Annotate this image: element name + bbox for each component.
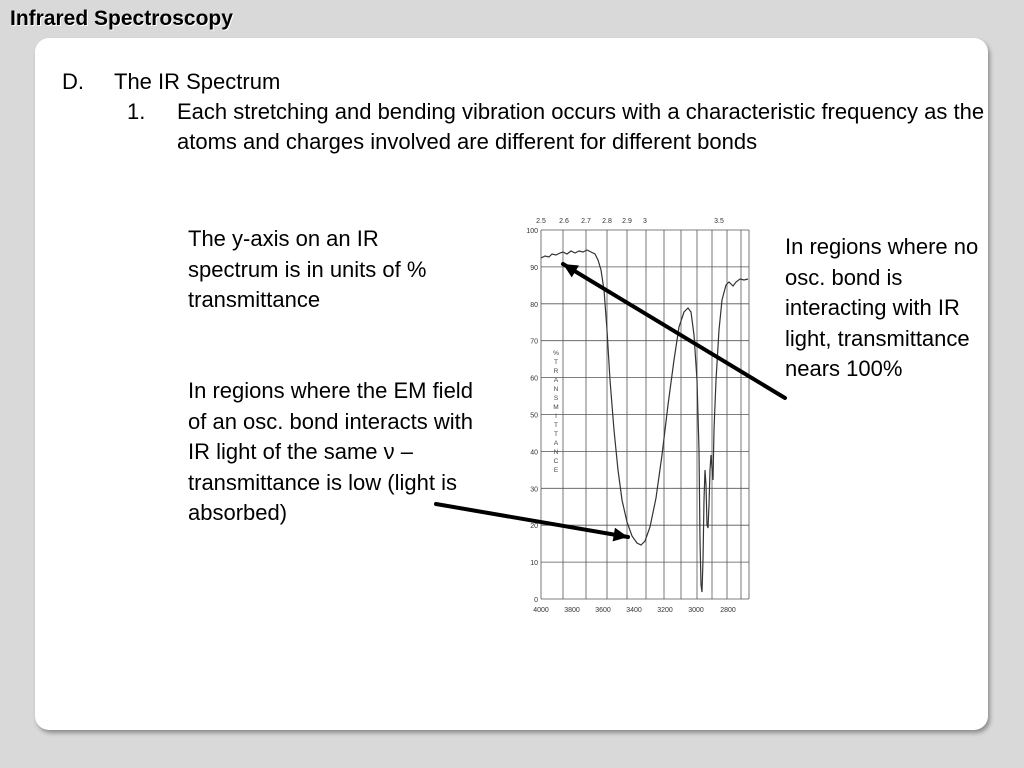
x-tick-label: 3800 <box>564 607 580 614</box>
top-tick-label: 3.5 <box>714 218 724 225</box>
annotation-transmit: In regions where no osc. bond is interacting with IR light, transmittance nears 100% <box>785 234 979 381</box>
top-tick-label: 3 <box>643 218 647 225</box>
y-tick-label: 80 <box>530 301 538 309</box>
heading-number: D. <box>62 69 84 94</box>
y-tick-label: 0 <box>534 597 538 604</box>
heading-text: The IR Spectrum <box>114 69 281 94</box>
y-tick-label: 20 <box>530 523 538 531</box>
y-tick-label: 100 <box>526 228 538 235</box>
top-tick-label: 2.8 <box>602 218 612 225</box>
top-tick-label: 2.9 <box>622 218 632 225</box>
annotation-arrows <box>436 264 785 541</box>
x-tick-label: 3200 <box>657 607 673 614</box>
point-text: Each stretching and bending vibration occurs with a characteristic frequency as the atoms and charges involved are different for different bonds <box>177 99 985 154</box>
arrow-to-absorption-peak-head <box>613 528 628 542</box>
spectrum-x-ticks <box>533 607 736 614</box>
y-tick-label: 90 <box>530 264 538 272</box>
slide-title: Infrared Spectroscopy <box>10 7 233 30</box>
spectrum-y-ticks <box>526 228 538 604</box>
x-tick-label: 3400 <box>626 607 642 614</box>
top-tick-label: 2.5 <box>536 218 546 225</box>
y-axis-label-text: % T R A N S M I T T A N C E <box>553 350 559 474</box>
spectrum-top-ticks <box>536 218 724 225</box>
y-tick-label: 10 <box>530 560 538 568</box>
top-tick-label: 2.6 <box>559 218 569 225</box>
spectrum-grid <box>541 230 749 599</box>
y-tick-label: 70 <box>530 338 538 346</box>
y-tick-label: 60 <box>530 375 538 383</box>
arrow-to-absorption-peak <box>436 504 628 537</box>
spectrum-y-axis-label <box>553 350 559 474</box>
top-tick-label: 2.7 <box>581 218 591 225</box>
point-number: 1. <box>127 99 146 124</box>
annotation-absorbed: In regions where the EM field of an osc. bond interacts with IR light of the same ν – transmittance is low (light is absorbed) <box>188 378 473 525</box>
y-tick-label: 40 <box>530 449 538 457</box>
annotation-y-axis: The y-axis on an IR spectrum is in units of % transmittance <box>188 226 427 312</box>
spectrum-trace <box>541 250 748 592</box>
x-tick-label: 3600 <box>595 607 611 614</box>
x-tick-label: 3000 <box>688 607 704 614</box>
x-tick-label: 4000 <box>533 607 549 614</box>
y-tick-label: 30 <box>530 486 538 494</box>
x-tick-label: 2800 <box>720 607 736 614</box>
y-tick-label: 50 <box>530 412 538 420</box>
